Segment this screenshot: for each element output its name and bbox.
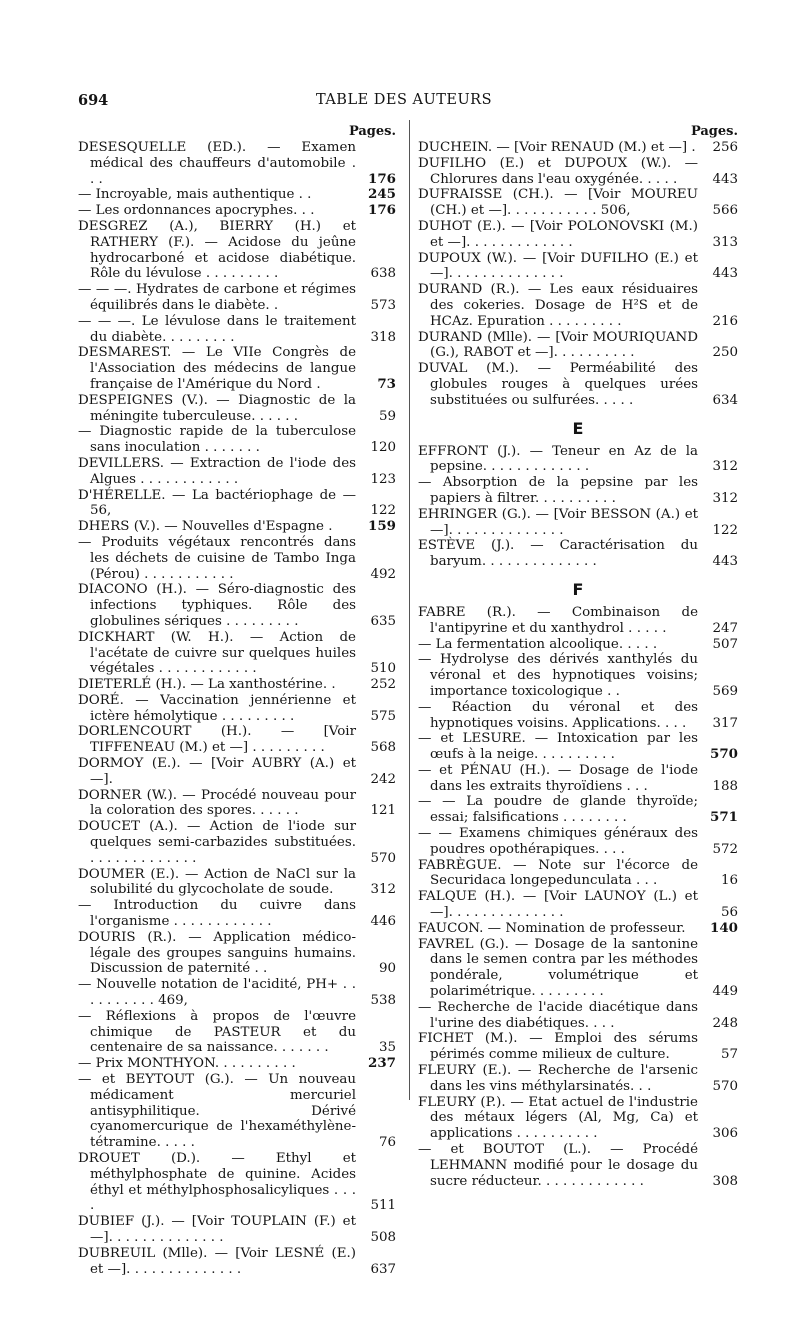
entry-text: DIACONO (H.). — Séro-diagnostic des infections typhiques. Rôle des globulines sériques . . . . . . . . . bbox=[78, 582, 356, 629]
entry-text: — Produits végétaux rencontrés dans les déchets de cuisine de Tambo Inga (Pérou) . . . . . . . . . . . bbox=[78, 534, 356, 582]
entry-text: — Réflexions à propos de l'œuvre chimique de PASTEUR et du centenaire de sa naissance. . . . . . . bbox=[78, 1008, 356, 1056]
index-entry bbox=[418, 1095, 738, 1142]
entry-text: — Recherche de l'acide diacétique dans l'urine des diabétiques. . . . bbox=[418, 999, 698, 1031]
entry-text: — et BOUTOT (L.). — Procédé LEHMANN modifié pour le dosage du sucre réducteur. . . . . . . . . . . . . bbox=[418, 1142, 698, 1189]
entry-text: DURAND (Mlle). — [Voir MOURIQUAND (G.), RABOT et —]. . . . . . . . . . bbox=[418, 329, 698, 361]
index-entry bbox=[78, 393, 396, 425]
index-entry bbox=[418, 937, 738, 1000]
entry-text: DURAND (R.). — Les eaux résiduaires des cokeries. Dosage de H²S et de HCAz. Epuration . . . . . . . . . bbox=[418, 282, 698, 329]
index-entry bbox=[78, 1151, 396, 1214]
entry-page-number: 449 bbox=[712, 984, 738, 1000]
entry-page-number: 122 bbox=[712, 522, 738, 538]
entry-text: DOUMER (E.). — Action de NaCl sur la solubilité du glycocholate de soude. bbox=[78, 866, 356, 898]
entry-text: DUFRAISSE (CH.). — [Voir MOUREU (CH.) et —]. . . . . . . . . . . 506, bbox=[418, 187, 698, 219]
entry-text: DROUET (D.). — Ethyl et méthylphosphate de quinine. Acides éthyl et méthylphosphosalicyliques . . . . bbox=[78, 1151, 356, 1214]
entry-text: FLEURY (E.). — Recherche de l'arsenic dans les vins méthylarsinatés. . . bbox=[418, 1063, 698, 1094]
entry-page-number: 176 bbox=[368, 202, 396, 219]
entry-page-number: 250 bbox=[712, 345, 738, 361]
index-entry bbox=[78, 424, 396, 456]
index-entry bbox=[78, 788, 396, 820]
entry-text: FALQUE (H.). — [Voir LAUNOY (L.) et —]. . . . . . . . . . . . . . bbox=[418, 889, 698, 921]
entry-page-number: 312 bbox=[712, 459, 738, 475]
entry-page-number: 492 bbox=[370, 566, 396, 582]
entry-text: EHRINGER (G.). — [Voir BESSON (A.) et —]. . . . . . . . . . . . . . bbox=[418, 506, 698, 538]
entry-text: DESGREZ (A.), BIERRY (H.) et RATHERY (F.). — Acidose du jeûne hydrocarboné et acidose diabétique. Rôle du lévulose . . . . . . . . . bbox=[78, 218, 356, 282]
entry-page-number: 507 bbox=[712, 636, 738, 652]
entry-page-number: 635 bbox=[370, 613, 396, 629]
entry-text: DHERS (V.). — Nouvelles d'Espagne . bbox=[78, 519, 333, 535]
entry-page-number: 570 bbox=[710, 746, 738, 763]
entry-text: EFFRONT (J.). — Teneur en Az de la pepsine. . . . . . . . . . . . . bbox=[418, 443, 698, 475]
index-entry bbox=[78, 1072, 396, 1151]
entry-text: — et PÉNAU (H.). — Dosage de l'iode dans les extraits thyroïdiens . . . bbox=[418, 762, 698, 794]
entry-page-number: 121 bbox=[370, 803, 396, 819]
pages-column-heading: Pages. bbox=[348, 124, 396, 139]
index-entry bbox=[78, 677, 396, 693]
index-entry bbox=[418, 700, 738, 732]
section-letter-heading: F bbox=[572, 579, 584, 599]
entry-page-number: 247 bbox=[712, 620, 738, 636]
entry-page-number: 237 bbox=[368, 1055, 396, 1072]
right-entry-list bbox=[418, 140, 738, 1189]
entry-text: DUPOUX (W.). — [Voir DUFILHO (E.) et —]. . . . . . . . . . . . . . bbox=[418, 250, 698, 282]
entry-text: FABRE (R.). — Combinaison de l'antipyrine et du xanthydrol . . . . . bbox=[418, 604, 698, 636]
entry-page-number: 511 bbox=[370, 1198, 396, 1214]
index-entry bbox=[78, 140, 396, 187]
entry-text: — Prix MONTHYON. . . . . . . . . . bbox=[78, 1056, 296, 1072]
page-number: 694 bbox=[78, 92, 109, 109]
running-title: TABLE DES AUTEURS bbox=[315, 92, 493, 108]
entry-text: — Les ordonnances apocryphes. . . bbox=[78, 203, 315, 219]
entry-page-number: 242 bbox=[370, 771, 396, 787]
entry-page-number: 123 bbox=[370, 471, 396, 487]
entry-text: DORNER (W.). — Procédé nouveau pour la coloration des spores. . . . . . bbox=[78, 787, 356, 819]
index-entry bbox=[418, 858, 738, 890]
entry-page-number: 312 bbox=[712, 490, 738, 506]
entry-text: DORÉ. — Vaccination jennérienne et ictère hémolytique . . . . . . . . . bbox=[78, 692, 356, 724]
entry-text: FABRÈGUE. — Note sur l'écorce de Securidaca longepedunculata . . . bbox=[418, 857, 698, 889]
index-entry bbox=[78, 724, 396, 756]
left-column bbox=[78, 124, 396, 1277]
entry-text: DICKHART (W. H.). — Action de l'acétate de cuivre sur quelques huiles végétales . . . . . . . . . . . . bbox=[78, 629, 356, 677]
index-entry bbox=[78, 314, 396, 346]
entry-page-number: 56 bbox=[720, 905, 738, 921]
index-entry bbox=[78, 345, 396, 392]
index-entry bbox=[78, 1056, 396, 1072]
entry-page-number: 73 bbox=[377, 375, 396, 392]
entry-page-number: 256 bbox=[712, 140, 738, 155]
entry-text: — Réaction du véronal et des hypnotiques voisins. Applications. . . . bbox=[418, 699, 698, 731]
page-header bbox=[78, 92, 730, 116]
index-entry bbox=[418, 507, 738, 539]
entry-page-number: 443 bbox=[712, 266, 738, 282]
entry-text: — Incroyable, mais authentique . . bbox=[78, 187, 312, 203]
entry-page-number: 306 bbox=[712, 1126, 738, 1142]
right-column bbox=[418, 124, 738, 1189]
index-entry bbox=[78, 219, 396, 282]
index-entry bbox=[418, 140, 738, 156]
index-entry bbox=[418, 921, 738, 937]
index-entry bbox=[418, 794, 738, 826]
index-entry bbox=[418, 1142, 738, 1189]
entry-text: DESESQUELLE (ED.). — Examen médical des chauffeurs d'automobile . . . bbox=[78, 140, 356, 187]
index-entry bbox=[78, 898, 396, 930]
entry-page-number: 446 bbox=[370, 914, 396, 930]
entry-text: — Introduction du cuivre dans l'organisme . . . . . . . . . . . . bbox=[78, 898, 356, 930]
index-entry bbox=[418, 1031, 738, 1063]
entry-page-number: 575 bbox=[370, 708, 396, 724]
entry-page-number: 538 bbox=[370, 993, 396, 1009]
entry-page-number: 57 bbox=[720, 1047, 738, 1063]
index-entry bbox=[418, 763, 738, 795]
index-entry bbox=[418, 1063, 738, 1095]
index-entry bbox=[418, 731, 738, 763]
entry-page-number: 245 bbox=[368, 186, 396, 203]
entry-text: DOURIS (R.). — Application médico-légale des groupes sanguins humains. Discussion de paternité . . bbox=[78, 929, 356, 977]
entry-text: — — —. Le lévulose dans le traitement du diabète. . . . . . . . . bbox=[78, 313, 356, 345]
entry-text: DUCHEIN. — [Voir RENAUD (M.) et —] . bbox=[418, 140, 696, 155]
entry-page-number: 508 bbox=[370, 1229, 396, 1245]
index-entry bbox=[418, 187, 738, 219]
index-entry bbox=[418, 444, 738, 476]
entry-page-number: 318 bbox=[370, 329, 396, 345]
entry-page-number: 317 bbox=[712, 715, 738, 731]
index-entry bbox=[418, 330, 738, 362]
index-entry bbox=[78, 535, 396, 582]
entry-page-number: 176 bbox=[368, 170, 396, 187]
entry-page-number: 571 bbox=[710, 809, 738, 826]
index-entry bbox=[418, 826, 738, 858]
entry-page-number: 443 bbox=[712, 171, 738, 187]
index-entry bbox=[78, 187, 396, 203]
entry-text: DUHOT (E.). — [Voir POLONOVSKI (M.) et —]. . . . . . . . . . . . . bbox=[418, 218, 698, 250]
index-entry bbox=[78, 203, 396, 219]
entry-page-number: 120 bbox=[370, 440, 396, 456]
entry-page-number: 569 bbox=[712, 683, 738, 699]
index-entry bbox=[418, 219, 738, 251]
entry-page-number: 35 bbox=[378, 1040, 396, 1056]
index-entry bbox=[78, 867, 396, 899]
entry-page-number: 16 bbox=[720, 873, 738, 889]
entry-text: DUFILHO (E.) et DUPOUX (W.). — Chlorures dans l'eau oxygénée. . . . . bbox=[418, 155, 698, 187]
index-entry bbox=[78, 488, 396, 520]
index-entry bbox=[418, 538, 738, 570]
entry-text: DUVAL (M.). — Perméabilité des globules rouges à quelques urées substituées ou sulfurées. . . . . bbox=[418, 361, 698, 408]
entry-page-number: 59 bbox=[378, 408, 396, 424]
entry-page-number: 252 bbox=[370, 677, 396, 693]
entry-text: DUBREUIL (Mlle). — [Voir LESNÉ (E.) et —]. . . . . . . . . . . . . . bbox=[78, 1245, 356, 1277]
entry-text: — et BEYTOUT (G.). — Un nouveau médicament mercuriel antisyphilitique. Dérivé cyanomercurique de l'hexaméthylène-tétramine. . . . . bbox=[78, 1072, 356, 1151]
entry-page-number: 248 bbox=[712, 1015, 738, 1031]
pages-column-heading: Pages. bbox=[690, 124, 738, 139]
index-entry bbox=[418, 652, 738, 699]
index-entry bbox=[418, 282, 738, 329]
entry-page-number: 188 bbox=[712, 778, 738, 794]
index-entry bbox=[78, 819, 396, 866]
entry-text: — Hydrolyse des dérivés xanthylés du véronal et des hypnotiques voisins; importance toxicologique . . bbox=[418, 652, 698, 699]
entry-page-number: 637 bbox=[370, 1261, 396, 1277]
entry-page-number: 568 bbox=[370, 740, 396, 756]
index-entry bbox=[78, 582, 396, 629]
entry-page-number: 122 bbox=[370, 503, 396, 519]
entry-page-number: 634 bbox=[712, 392, 738, 408]
index-entry bbox=[78, 456, 396, 488]
entry-text: — Nouvelle notation de l'acidité, PH+ . . . . . . . . . . 469, bbox=[78, 977, 356, 1009]
entry-text: — — Examens chimiques généraux des poudres opothérapiques. . . . bbox=[418, 826, 698, 857]
entry-text: — Absorption de la pepsine par les papiers à filtrer. . . . . . . . . . bbox=[418, 475, 698, 506]
index-entry bbox=[78, 977, 396, 1009]
entry-text: FAUCON. — Nomination de professeur. bbox=[418, 920, 686, 936]
entry-page-number: 140 bbox=[710, 919, 738, 936]
entry-text: FICHET (M.). — Emploi des sérums périmés comme milieux de culture. bbox=[418, 1031, 698, 1063]
index-entry bbox=[418, 637, 738, 653]
entry-page-number: 573 bbox=[370, 297, 396, 313]
entry-page-number: 570 bbox=[370, 850, 396, 866]
entry-page-number: 572 bbox=[712, 841, 738, 857]
entry-page-number: 216 bbox=[712, 313, 738, 329]
entry-page-number: 443 bbox=[712, 554, 738, 570]
entry-text: DESPEIGNES (V.). — Diagnostic de la méningite tuberculeuse. . . . . . bbox=[78, 392, 356, 424]
entry-text: DIETERLÉ (H.). — La xanthostérine. . bbox=[78, 677, 336, 693]
entry-text: DEVILLERS. — Extraction de l'iode des Algues . . . . . . . . . . . . bbox=[78, 455, 356, 487]
column-divider bbox=[409, 120, 410, 1100]
index-entry bbox=[78, 1214, 396, 1246]
entry-text: DUBIEF (J.). — [Voir TOUPLAIN (F.) et —]. . . . . . . . . . . . . . bbox=[78, 1214, 356, 1245]
entry-text: DORMOY (E.). — [Voir AUBRY (A.) et —]. bbox=[78, 756, 356, 787]
index-entry bbox=[418, 605, 738, 637]
left-entry-list bbox=[78, 140, 396, 1277]
index-entry bbox=[418, 156, 738, 188]
index-entry bbox=[418, 475, 738, 507]
entry-text: — et LESURE. — Intoxication par les œufs à la neige. . . . . . . . . . bbox=[418, 731, 698, 763]
index-entry bbox=[78, 282, 396, 314]
entry-text: — — La poudre de glande thyroïde; essai; falsifications . . . . . . . . bbox=[418, 794, 698, 826]
entry-text: — — —. Hydrates de carbone et régimes équilibrés dans le diabète. . bbox=[78, 282, 356, 313]
index-entry bbox=[78, 756, 396, 788]
entry-page-number: 312 bbox=[370, 882, 396, 898]
entry-text: — Diagnostic rapide de la tuberculose sans inoculation . . . . . . . bbox=[78, 424, 356, 456]
entry-text: DESMAREST. — Le VIIe Congrès de l'Association des médecins de langue française de l'Amérique du Nord . bbox=[78, 345, 356, 392]
entry-text: DOUCET (A.). — Action de l'iode sur quelques semi-carbazides substituées. . . . . . . . . . . . . . bbox=[78, 819, 356, 866]
entry-text: — La fermentation alcoolique. . . . . bbox=[418, 636, 658, 652]
entry-text: DORLENCOURT (H.). — [Voir TIFFENEAU (M.) et —] . . . . . . . . . bbox=[78, 724, 356, 756]
index-entry bbox=[418, 251, 738, 283]
index-entry bbox=[78, 693, 396, 725]
index-entry bbox=[78, 1246, 396, 1278]
entry-text: ESTÈVE (J.). — Caractérisation du baryum. . . . . . . . . . . . . . bbox=[418, 538, 698, 570]
index-entry bbox=[418, 889, 738, 921]
entry-page-number: 313 bbox=[712, 234, 738, 250]
entry-page-number: 638 bbox=[370, 266, 396, 282]
index-entry bbox=[78, 630, 396, 677]
section-letter-heading: E bbox=[572, 418, 584, 438]
entry-page-number: 308 bbox=[712, 1173, 738, 1189]
index-entry bbox=[78, 930, 396, 977]
entry-page-number: 566 bbox=[712, 203, 738, 219]
index-entry bbox=[78, 519, 396, 535]
entry-page-number: 76 bbox=[378, 1135, 396, 1151]
entry-text: D'HÉRELLE. — La bactériophage de — 56, bbox=[78, 487, 356, 519]
entry-text: FLEURY (P.). — Etat actuel de l'industrie des métaux légers (Al, Mg, Ca) et applications . . . . . . . . . . bbox=[418, 1094, 698, 1142]
entry-page-number: 159 bbox=[368, 518, 396, 535]
index-entry bbox=[78, 1009, 396, 1056]
index-entry bbox=[418, 1000, 738, 1032]
entry-text: FAVREL (G.). — Dosage de la santonine dans le semen contra par les méthodes pondérale, volumétrique et polarimétrique. . . . . . . . . bbox=[418, 936, 698, 1000]
entry-page-number: 510 bbox=[370, 661, 396, 677]
entry-page-number: 90 bbox=[378, 961, 396, 977]
index-entry bbox=[418, 361, 738, 408]
entry-page-number: 570 bbox=[712, 1078, 738, 1094]
